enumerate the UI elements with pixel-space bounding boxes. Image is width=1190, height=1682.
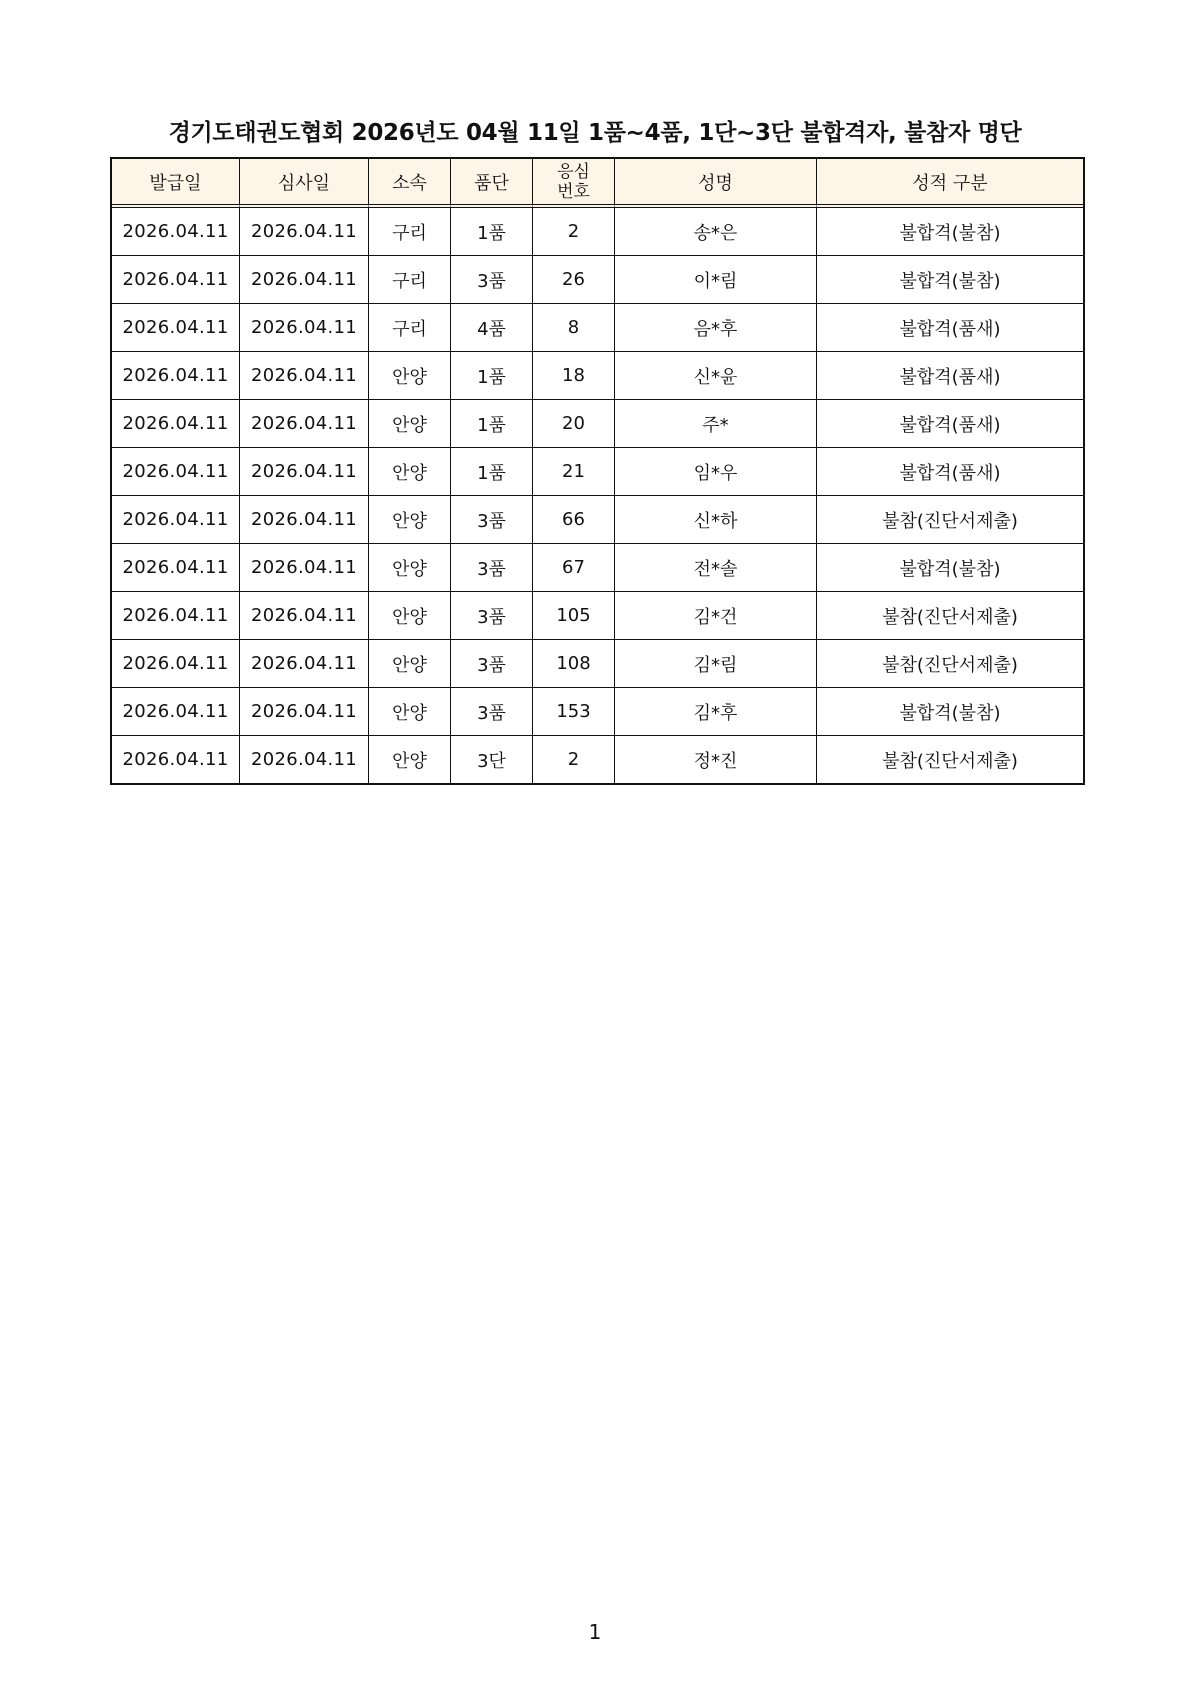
result-category-cell: 불합격(품새)	[817, 352, 1083, 400]
issue-date-cell: 2026.04.11	[112, 208, 240, 256]
affiliation-cell: 구리	[369, 256, 451, 304]
exam-date-cell: 2026.04.11	[240, 688, 369, 736]
name-cell: 김*후	[615, 688, 817, 736]
header-affiliation: 소속	[369, 159, 451, 208]
issue-date-cell: 2026.04.11	[112, 304, 240, 352]
result-category-cell: 불참(진단서제출)	[882, 750, 1018, 772]
exam-date-cell: 2026.04.11	[240, 400, 369, 448]
exam-date-cell: 2026.04.11	[240, 640, 369, 688]
page-number: 1	[588, 1620, 602, 1644]
document-title: 경기도태권도협회 2026년도 04월 11일 1품~4품, 1단~3단 불합격자, 불참자 명단	[168, 120, 1022, 146]
name-cell: 음*후	[615, 304, 817, 352]
table-row	[112, 688, 1083, 736]
issue-date-cell: 2026.04.11	[112, 352, 240, 400]
result-category-cell: 불합격(품새)	[817, 304, 1083, 352]
affiliation-cell: 안양	[369, 640, 451, 688]
table-row	[112, 352, 1083, 400]
exam-date-cell: 2026.04.11	[240, 448, 369, 496]
exam-date-cell: 2026.04.11	[240, 256, 369, 304]
table-row	[112, 304, 1083, 352]
exam-number-cell: 18	[533, 352, 615, 400]
affiliation-cell: 안양	[369, 448, 451, 496]
issue-date-cell: 2026.04.11	[112, 736, 240, 783]
exam-date-cell: 2026.04.11	[240, 592, 369, 640]
header-exam-date: 심사일	[240, 159, 369, 208]
name-cell: 정*진	[615, 736, 817, 783]
name-cell: 주*	[615, 400, 817, 448]
rank-cell: 1품	[451, 208, 533, 256]
name-cell: 신*윤	[615, 352, 817, 400]
issue-date-cell: 2026.04.11	[112, 448, 240, 496]
rank-cell: 3품	[451, 640, 533, 688]
affiliation-cell: 안양	[369, 352, 451, 400]
header-issue-date: 발급일	[112, 159, 240, 208]
exam-date-cell: 2026.04.11	[240, 352, 369, 400]
issue-date-cell: 2026.04.11	[112, 496, 240, 544]
affiliation-cell: 안양	[369, 400, 451, 448]
exam-date-cell: 2026.04.11	[240, 496, 369, 544]
affiliation-cell: 안양	[369, 592, 451, 640]
result-category-cell: 불합격(불참)	[817, 208, 1083, 256]
exam-date-cell: 2026.04.11	[240, 304, 369, 352]
name-cell: 송*은	[615, 208, 817, 256]
rank-cell: 3단	[451, 736, 533, 783]
exam-number-cell: 153	[533, 688, 615, 736]
rank-cell: 3품	[451, 496, 533, 544]
exam-number-cell: 8	[533, 304, 615, 352]
header-exam-number: 응심 번호	[533, 159, 615, 208]
exam-date-cell: 2026.04.11	[240, 736, 369, 783]
table-body	[112, 208, 1083, 783]
result-category-cell: 불참(진단서제출)	[817, 592, 1083, 640]
table-row	[112, 208, 1083, 256]
affiliation-cell: 구리	[369, 208, 451, 256]
header-name: 성명	[615, 159, 817, 208]
table-row	[112, 544, 1083, 592]
table-row	[112, 592, 1083, 640]
exam-number-cell: 21	[533, 448, 615, 496]
name-cell: 김*건	[615, 592, 817, 640]
name-cell: 이*림	[615, 256, 817, 304]
affiliation-cell: 구리	[369, 304, 451, 352]
exam-number-cell: 2	[533, 208, 615, 256]
issue-date-cell: 2026.04.11	[112, 544, 240, 592]
table-row	[112, 736, 1083, 783]
issue-date-cell: 2026.04.11	[112, 400, 240, 448]
result-category-cell: 불합격(불참)	[817, 256, 1083, 304]
result-category-cell: 불참(진단서제출)	[817, 640, 1083, 688]
exam-date-cell: 2026.04.11	[240, 544, 369, 592]
header-result-category: 성적 구분	[817, 159, 1083, 208]
table-row	[112, 496, 1083, 544]
exam-number-cell: 66	[533, 496, 615, 544]
issue-date-cell: 2026.04.11	[112, 688, 240, 736]
result-category-cell: 불참(진단서제출)	[817, 496, 1083, 544]
name-cell: 전*솔	[615, 544, 817, 592]
rank-cell: 3품	[451, 256, 533, 304]
rank-cell: 1품	[451, 400, 533, 448]
rank-cell: 1품	[451, 352, 533, 400]
rank-cell: 3품	[451, 688, 533, 736]
result-category-cell: 불합격(불참)	[817, 688, 1083, 736]
table-header-row	[112, 159, 1083, 208]
affiliation-cell: 안양	[369, 496, 451, 544]
table-row	[112, 448, 1083, 496]
affiliation-cell: 안양	[369, 688, 451, 736]
result-category-cell: 불합격(품새)	[817, 400, 1083, 448]
issue-date-cell: 2026.04.11	[112, 592, 240, 640]
rank-cell: 4품	[451, 304, 533, 352]
rank-cell: 1품	[451, 448, 533, 496]
rank-cell: 3품	[451, 592, 533, 640]
exam-number-cell: 20	[533, 400, 615, 448]
exam-number-cell: 26	[533, 256, 615, 304]
issue-date-cell: 2026.04.11	[112, 640, 240, 688]
rank-cell: 3품	[451, 544, 533, 592]
exam-number-cell: 105	[533, 592, 615, 640]
result-category-cell: 불합격(불참)	[817, 544, 1083, 592]
table-row	[112, 400, 1083, 448]
result-table	[110, 157, 1085, 785]
affiliation-cell: 안양	[369, 544, 451, 592]
name-cell: 신*하	[615, 496, 817, 544]
table-row	[112, 256, 1083, 304]
table-row	[112, 640, 1083, 688]
result-category-cell: 불합격(품새)	[817, 448, 1083, 496]
name-cell: 김*림	[615, 640, 817, 688]
name-cell: 임*우	[615, 448, 817, 496]
exam-number-cell: 2	[533, 736, 615, 783]
header-rank: 품단	[451, 159, 533, 208]
exam-date-cell: 2026.04.11	[240, 208, 369, 256]
exam-number-cell: 67	[533, 544, 615, 592]
issue-date-cell: 2026.04.11	[112, 256, 240, 304]
exam-number-cell: 108	[533, 640, 615, 688]
affiliation-cell: 안양	[369, 736, 451, 783]
